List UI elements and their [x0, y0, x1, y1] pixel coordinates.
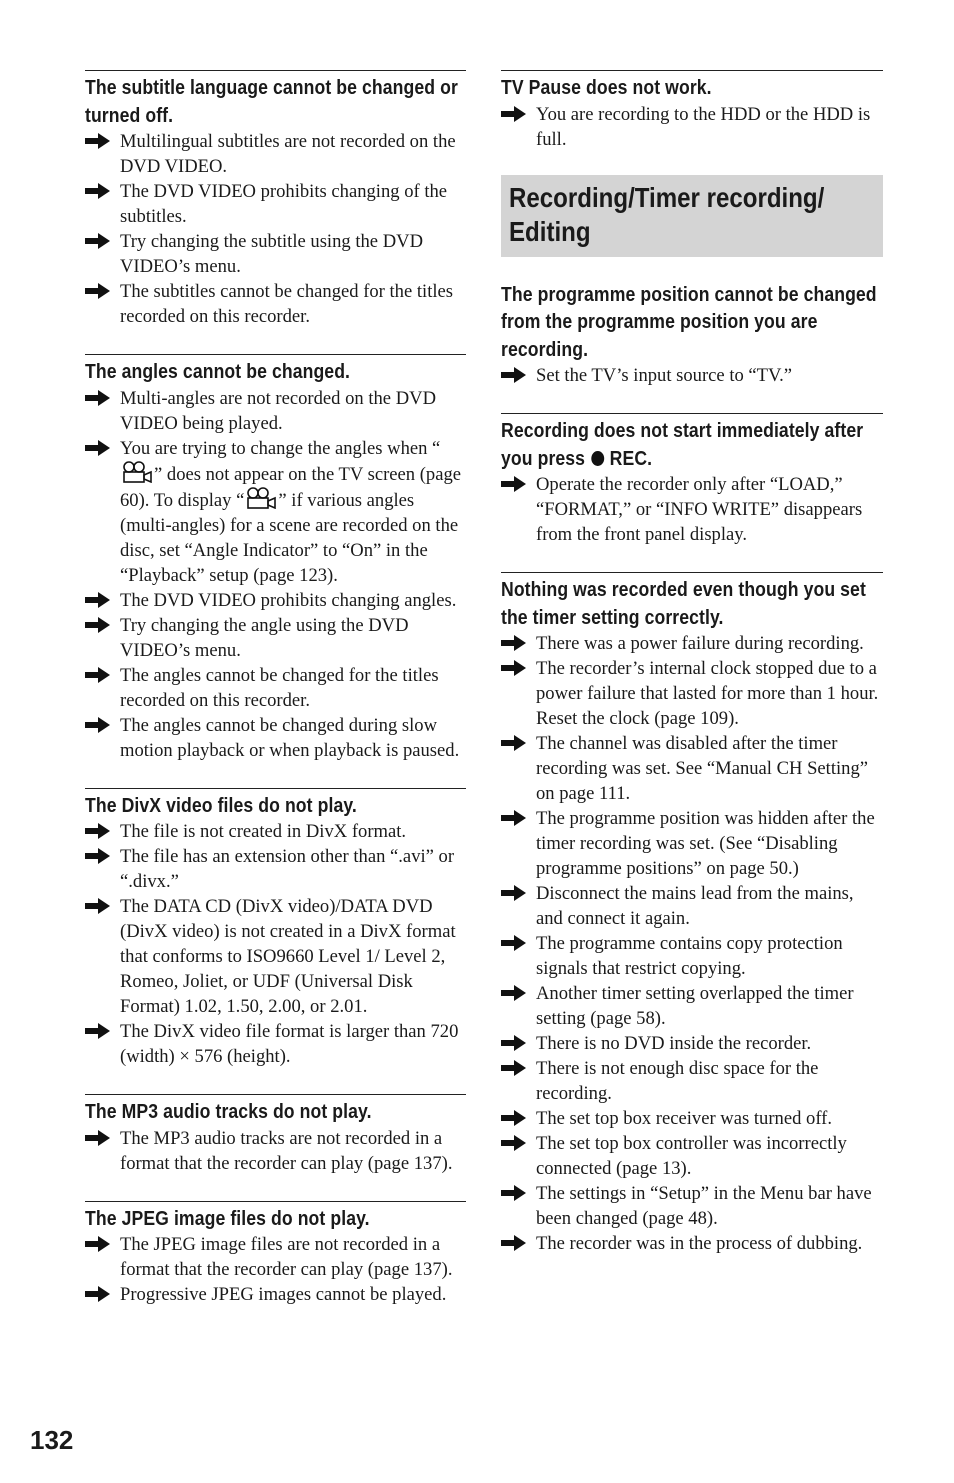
list-item: Another timer setting overlapped the timer setting (page 58). — [501, 981, 883, 1031]
list-item: The DVD VIDEO prohibits changing of the subtitles. — [85, 179, 466, 229]
item-list — [501, 363, 883, 388]
list-item: The DVD VIDEO prohibits changing angles. — [85, 588, 466, 613]
arrow-right-icon — [85, 717, 110, 733]
arrow-right-icon — [501, 106, 526, 122]
list-item: The angles cannot be changed during slow motion playback or when playback is paused. — [85, 713, 466, 763]
list-item: The programme contains copy protection signals that restrict copying. — [501, 931, 883, 981]
list-item: Set the TV’s input source to “TV.” — [501, 363, 883, 388]
list-item: The MP3 audio tracks are not recorded in a format that the recorder can play (page 137). — [85, 1126, 466, 1176]
list-item: The angles cannot be changed for the titles recorded on this recorder. — [85, 663, 466, 713]
arrow-right-icon — [501, 476, 526, 492]
item-list — [501, 472, 883, 547]
list-item: The channel was disabled after the timer recording was set. See “Manual CH Setting” on page 111. — [501, 731, 883, 806]
arrow-right-icon — [501, 985, 526, 1001]
item-list — [85, 1232, 466, 1307]
arrow-right-icon — [501, 810, 526, 826]
arrow-right-icon — [85, 233, 110, 249]
list-item: Try changing the subtitle using the DVD VIDEO’s menu. — [85, 229, 466, 279]
arrow-right-icon — [501, 935, 526, 951]
arrow-right-icon — [85, 1236, 110, 1252]
list-item: Try changing the angle using the DVD VIDEO’s menu. — [85, 613, 466, 663]
list-item: There is no DVD inside the recorder. — [501, 1031, 883, 1056]
section-title: The angles cannot be changed. — [85, 360, 351, 383]
page-number: 132 — [30, 1425, 74, 1455]
section-jpeg — [85, 1201, 466, 1308]
record-dot-icon — [591, 451, 604, 466]
arrow-right-icon — [501, 367, 526, 383]
list-item: The file has an extension other than “.avi” or “.divx.” — [85, 844, 466, 894]
right-column — [501, 70, 883, 1281]
chapter-heading: Recording/Timer recording/ Editing — [509, 181, 825, 247]
list-item: Multi-angles are not recorded on the DVD VIDEO being played. — [85, 386, 466, 436]
angle-camera-icon — [120, 461, 154, 483]
section-title: The programme position cannot be changed from the programme position you are recording. — [501, 282, 877, 361]
arrow-right-icon — [501, 1110, 526, 1126]
list-item: Operate the recorder only after “LOAD,” “FORMAT,” or “INFO WRITE” disappears from the front panel display. — [501, 472, 883, 547]
section-divx — [85, 788, 466, 1070]
arrow-right-icon — [85, 617, 110, 633]
list-item: The recorder’s internal clock stopped due to a power failure that lasted for more than 1 hour. Reset the clock (page 109). — [501, 656, 883, 731]
section-title: The JPEG image files do not play. — [85, 1206, 370, 1230]
arrow-right-icon — [85, 823, 110, 839]
arrow-right-icon — [501, 1185, 526, 1201]
arrow-right-icon — [85, 183, 110, 199]
arrow-right-icon — [501, 885, 526, 901]
list-item: The settings in “Setup” in the Menu bar have been changed (page 48). — [501, 1181, 883, 1231]
list-item: The subtitles cannot be changed for the titles recorded on this recorder. — [85, 279, 466, 329]
list-item: The file is not created in DivX format. — [85, 819, 466, 844]
section-mp3 — [85, 1094, 466, 1176]
section-title: The MP3 audio tracks do not play. — [85, 1100, 372, 1123]
section-title: TV Pause does not work. — [501, 76, 712, 99]
list-item: The JPEG image files are not recorded in a format that the recorder can play (page 137). — [85, 1232, 466, 1282]
arrow-right-icon — [501, 1235, 526, 1251]
list-item: You are recording to the HDD or the HDD is full. — [501, 102, 883, 152]
section-angles — [85, 354, 466, 763]
arrow-right-icon — [85, 390, 110, 406]
section-title: The subtitle language cannot be changed or turned off. — [85, 76, 458, 127]
arrow-right-icon — [85, 667, 110, 683]
section-recording-start — [501, 413, 883, 547]
left-column — [85, 70, 466, 1332]
arrow-right-icon — [501, 1035, 526, 1051]
list-item: Disconnect the mains lead from the mains, and connect it again. — [501, 881, 883, 931]
arrow-right-icon — [85, 133, 110, 149]
arrow-right-icon — [501, 1135, 526, 1151]
item-list — [85, 1126, 466, 1176]
arrow-right-icon — [501, 735, 526, 751]
section-subtitle — [85, 70, 466, 329]
arrow-right-icon — [85, 1130, 110, 1146]
list-item: The DATA CD (DivX video)/DATA DVD (DivX video) is not created in a DivX format that conforms to ISO9660 Level 1/ Level 2, Romeo, Joliet, or UDF (Universal Disk Format) 1.02, 1.50, 2.00, or 2.01. — [85, 894, 466, 1019]
list-item: Multilingual subtitles are not recorded on the DVD VIDEO. — [85, 129, 466, 179]
section-title: The DivX video files do not play. — [85, 793, 357, 817]
arrow-right-icon — [85, 848, 110, 864]
section-title: Nothing was recorded even though you set the timer setting correctly. — [501, 578, 866, 629]
chapter-heading-box — [501, 175, 883, 257]
angle-camera-icon — [244, 487, 278, 509]
arrow-right-icon — [85, 592, 110, 608]
arrow-right-icon — [85, 1286, 110, 1302]
section-nothing-recorded — [501, 572, 883, 1256]
item-list — [85, 819, 466, 1069]
arrow-right-icon — [85, 1023, 110, 1039]
arrow-right-icon — [501, 660, 526, 676]
item-list — [501, 102, 883, 152]
list-item: The set top box receiver was turned off. — [501, 1106, 883, 1131]
list-item: The recorder was in the process of dubbing. — [501, 1231, 883, 1256]
list-item: The DivX video file format is larger than 720 (width) × 576 (height). — [85, 1019, 466, 1069]
item-list — [85, 386, 466, 763]
list-item: There is not enough disc space for the recording. — [501, 1056, 883, 1106]
section-programme-position — [501, 281, 883, 389]
list-item: You are trying to change the angles when “” does not appear on the TV screen (page 60). To display “ ” if various angles (multi-angles) for a scene are recorded on the disc, set “Angle Indicator” to “On” in the “Playback” setup (page 123). — [85, 436, 466, 588]
arrow-right-icon — [501, 1060, 526, 1076]
item-list — [501, 631, 883, 1256]
list-item: The set top box controller was incorrectly connected (page 13). — [501, 1131, 883, 1181]
list-item: Progressive JPEG images cannot be played. — [85, 1282, 466, 1307]
list-item: The programme position was hidden after the timer recording was set. (See “Disabling programme positions” on page 50.) — [501, 806, 883, 881]
arrow-right-icon — [501, 635, 526, 651]
section-title: Recording does not start immediately after you press REC. — [501, 419, 864, 470]
list-item: There was a power failure during recording. — [501, 631, 883, 656]
arrow-right-icon — [85, 440, 110, 456]
arrow-right-icon — [85, 283, 110, 299]
item-list — [85, 129, 466, 329]
section-tv-pause — [501, 70, 883, 152]
arrow-right-icon — [85, 898, 110, 914]
